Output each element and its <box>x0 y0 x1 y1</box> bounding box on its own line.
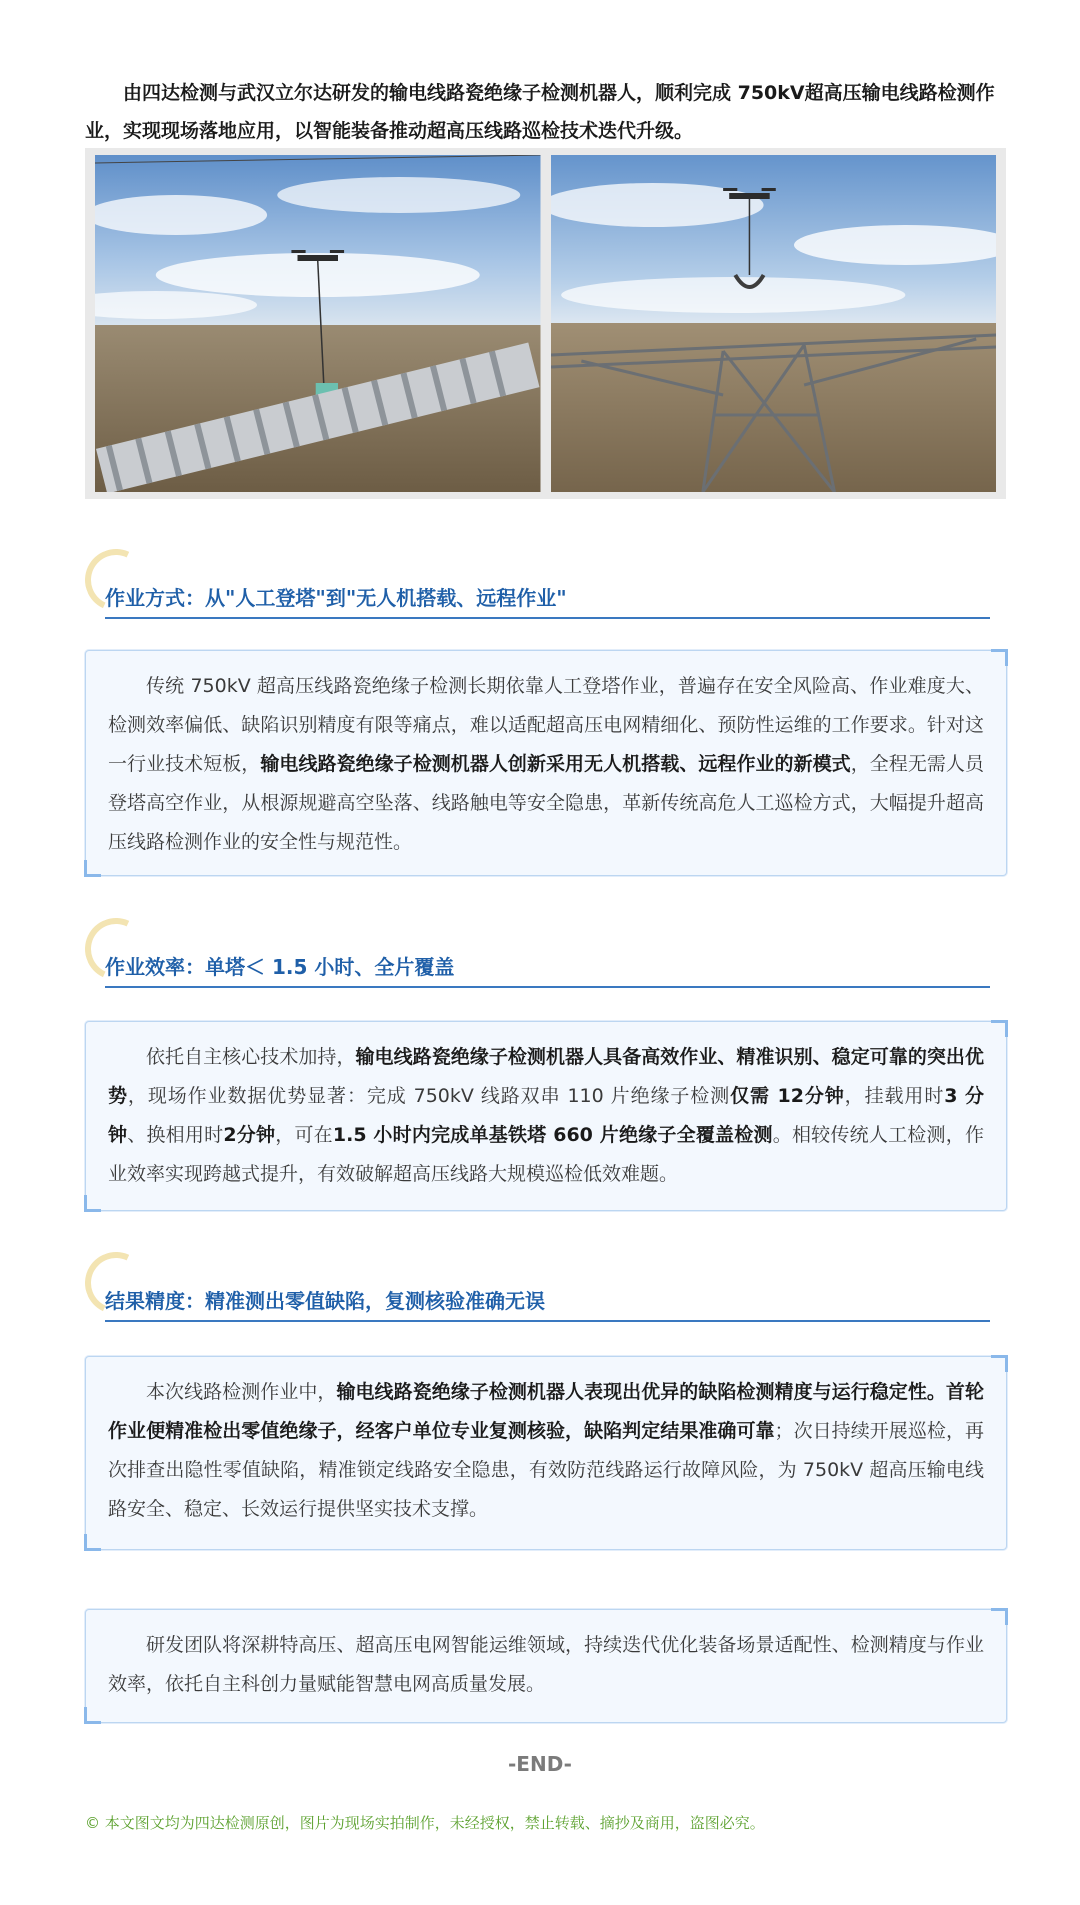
photo-strip <box>85 148 1006 499</box>
section-title-2: 作业效率：单塔＜ 1.5 小时、全片覆盖 <box>105 955 455 979</box>
body-text: 传统 750kV 超高压线路瓷绝缘子检测长期依靠人工登塔作业，普遍存在安全风险高、作业难度大、检测效率偏低、缺陷识别精度有限等痛点，难以适配超高压电网精细化、预防性运维的工作要求。针对这一行业技术短板， <box>108 675 984 775</box>
emphasis-text: 输电线路瓷绝缘子检测机器人表现出优异的缺陷检测精度与运行稳定性。首轮作业便精准检出零值绝缘子，经客户单位专业复测核验，缺陷判定结果准确可靠 <box>108 1381 984 1442</box>
emphasis-text: 输电线路瓷绝缘子检测机器人具备高效作业、精准识别、稳定可靠的突出优势 <box>108 1046 984 1107</box>
closing-paragraph: 研发团队将深耕特高压、超高压电网智能运维领域，持续迭代优化装备场景适配性、检测精度与作业效率，依托自主科创力量赋能智慧电网高质量发展。 <box>108 1634 984 1695</box>
body-text: ，现场作业数据优势显著：完成 750kV 线路双串 110 片绝缘子检测 <box>127 1085 731 1107</box>
section-heading-3 <box>85 1252 990 1322</box>
closing-card <box>85 1609 1007 1723</box>
section-title-3: 结果精度：精准测出零值缺陷，复测核验准确无误 <box>105 1289 545 1313</box>
section-paragraph-1 <box>108 667 984 862</box>
photo-drone-tower <box>551 155 997 492</box>
section-heading-1 <box>85 549 990 619</box>
section-card-3 <box>85 1356 1007 1550</box>
heading-underline <box>105 1320 990 1322</box>
emphasis-text: 输电线路瓷绝缘子检测机器人创新采用无人机搭载、远程作业的新模式 <box>260 753 851 775</box>
emphasis-text: 1.5 小时内完成单基铁塔 660 片绝缘子全覆盖检测 <box>332 1124 773 1146</box>
body-text: 依托自主核心技术加持， <box>146 1046 356 1068</box>
heading-underline <box>105 986 990 988</box>
section-heading-2 <box>85 918 990 988</box>
body-text: ，可在 <box>275 1124 333 1146</box>
heading-underline <box>105 617 990 619</box>
emphasis-text: 2分钟 <box>223 1124 276 1146</box>
emphasis-text: 3 分钟 <box>108 1085 984 1146</box>
body-text: ；次日持续开展巡检，再次排查出隐性零值缺陷，精准锁定线路安全隐患，有效防范线路运行故障风险，为 750kV 超高压输电线路安全、稳定、长效运行提供坚实技术支撑。 <box>108 1420 984 1520</box>
copyright-notice: © 本文图文均为四达检测原创，图片为现场实拍制作，未经授权，禁止转载、摘抄及商用，盗图必究。 <box>85 1814 765 1832</box>
intro-paragraph: 由四达检测与武汉立尔达研发的输电线路瓷绝缘子检测机器人，顺利完成 750kV超高压输电线路检测作业，实现现场落地应用，以智能装备推动超高压线路巡检技术迭代升级。 <box>85 82 995 142</box>
photo-drone-tower-image <box>551 155 997 492</box>
photo-drone-insulator <box>95 155 541 492</box>
body-text: ，全程无需人员登塔高空作业，从根源规避高空坠落、线路触电等安全隐患，革新传统高危人工巡检方式，大幅提升超高压线路检测作业的安全性与规范性。 <box>108 753 984 853</box>
section-card-1 <box>85 650 1007 876</box>
section-title-1: 作业方式：从"人工登塔"到"无人机搭载、远程作业" <box>105 586 567 610</box>
section-paragraph-3 <box>108 1373 984 1529</box>
end-mark: -END- <box>508 1752 572 1776</box>
body-text: ，挂载用时 <box>844 1085 945 1107</box>
emphasis-text: 仅需 12分钟 <box>730 1085 845 1107</box>
section-card-2 <box>85 1021 1007 1211</box>
body-text: 本次线路检测作业中， <box>146 1381 337 1403</box>
body-text: 。相较传统人工检测，作业效率实现跨越式提升，有效破解超高压线路大规模巡检低效难题。 <box>108 1124 984 1185</box>
section-paragraph-2 <box>108 1038 984 1194</box>
body-text: 、换相用时 <box>127 1124 224 1146</box>
photo-drone-insulator-image <box>95 155 541 492</box>
